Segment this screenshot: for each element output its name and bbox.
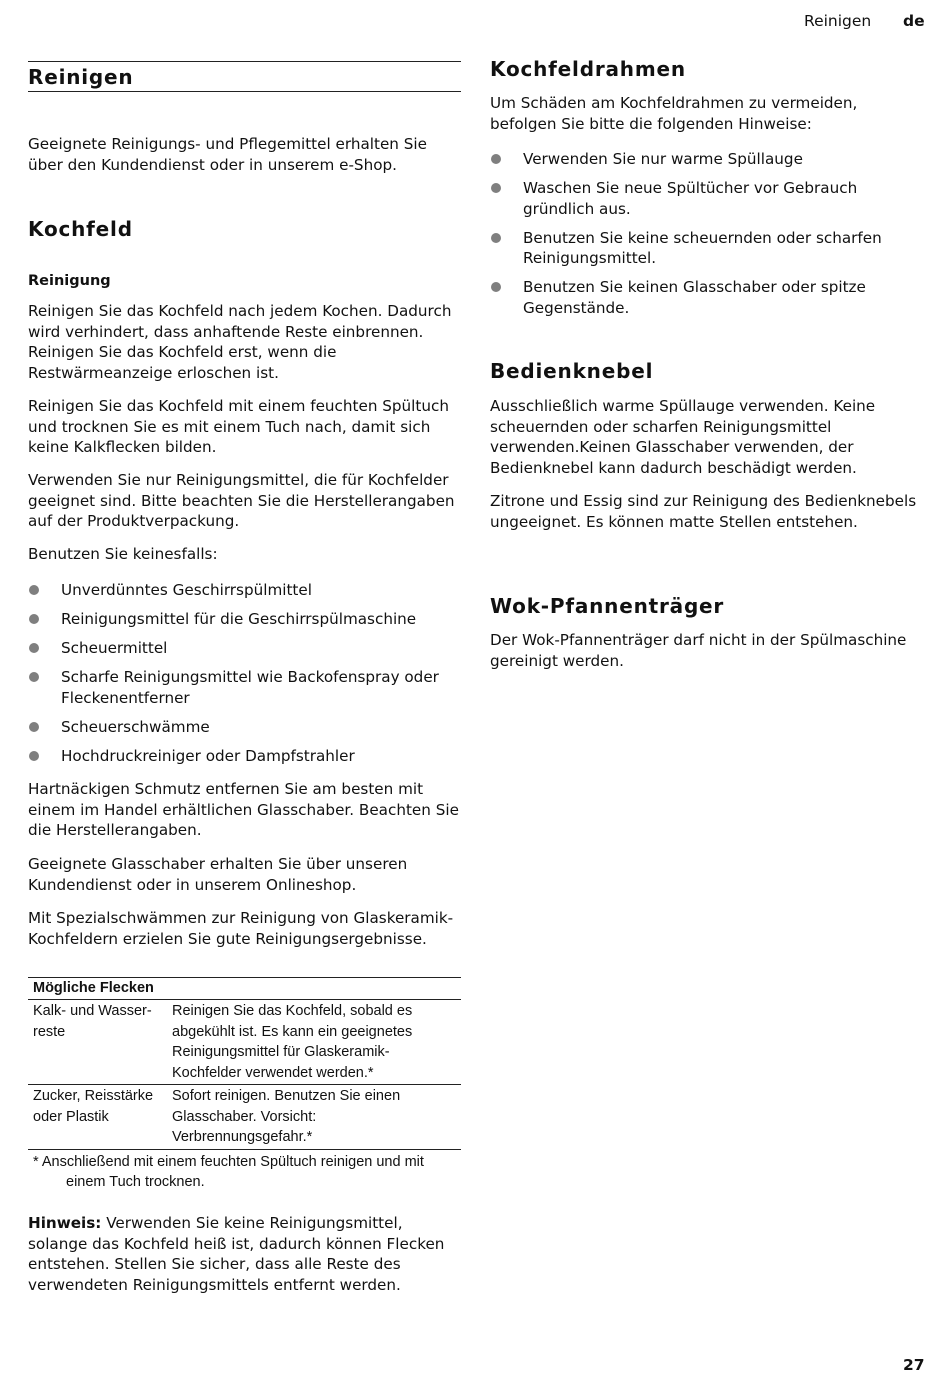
note-text: Verwenden Sie keine Reinigungsmittel, solange das Kochfeld heiß ist, dadurch können Flecken entstehen. Stellen Sie sicher, dass alle Reste des verwendeten Reinigungsmittels entfernt werden. (28, 1214, 445, 1294)
page-header-title: Reinigen (804, 12, 872, 30)
list-item: Scheuerschwämme (28, 717, 463, 738)
table-row (28, 1085, 461, 1150)
note-label: Hinweis: (28, 1214, 102, 1232)
list-item: Scheuermittel (28, 638, 463, 659)
section-title-kochfeld: Kochfeld (28, 217, 133, 241)
wok-paragraph-1: Der Wok-Pfannenträger darf nicht in der Spülmaschine gereinigt werden. (490, 631, 907, 670)
kochfeld-forbidden-list (28, 580, 463, 775)
list-item: Benutzen Sie keine scheuernden oder scharfen Reinigungsmittel. (490, 228, 925, 269)
subsection-title-reinigung: Reinigung (28, 273, 111, 289)
table-header: Mögliche Flecken (28, 977, 461, 1000)
bullet-icon (29, 722, 39, 732)
table-cell-action: Reinigen Sie das Kochfeld, sobald es abgekühlt ist. Es kann ein geeignetes Reinigungsmittel für Glaskeramik-Kochfelder verwendet werden.* (172, 1003, 413, 1081)
list-item: Verwenden Sie nur warme Spüllauge (490, 149, 925, 170)
bullet-icon (491, 233, 501, 243)
bullet-icon (29, 751, 39, 761)
list-item: Benutzen Sie keinen Glasschaber oder spitze Gegenstände. (490, 277, 925, 318)
kochfeld-paragraph-4: Benutzen Sie keinesfalls: (28, 545, 218, 563)
page-header-language: de (903, 12, 925, 30)
kochfeldrahmen-list (490, 149, 925, 327)
note-paragraph (28, 1213, 463, 1295)
list-item: Hochdruckreiniger oder Dampfstrahler (28, 746, 463, 767)
table-footnote-line-1: * Anschließend mit einem feuchten Spültuch reinigen und mit (33, 1153, 424, 1170)
bullet-icon (491, 154, 501, 164)
kochfeldrahmen-intro: Um Schäden am Kochfeldrahmen zu vermeiden, befolgen Sie bitte die folgenden Hinweise: (490, 94, 858, 133)
section-title-bedienknebel: Bedienknebel (490, 359, 654, 383)
kochfeld-paragraph-2: Reinigen Sie das Kochfeld mit einem feuchten Spültuch und trocknen Sie es mit einem Tuch nach, damit sich keine Kalkflecken bilden. (28, 397, 449, 457)
bullet-icon (491, 282, 501, 292)
kochfeld-paragraph-5: Hartnäckigen Schmutz entfernen Sie am besten mit einem im Handel erhältlichen Glasschaber. Beachten Sie die Herstellerangaben. (28, 780, 459, 840)
table-footnote-line-2: einem Tuch trocknen. (66, 1174, 205, 1190)
kochfeld-paragraph-7: Mit Spezialschwämmen zur Reinigung von Glaskeramik-Kochfeldern erzielen Sie gute Reinigungsergebnisse. (28, 909, 454, 948)
bullet-icon (29, 614, 39, 624)
bullet-icon (491, 183, 501, 193)
table-cell-stain: Kalk- und Wasser-reste (33, 1003, 152, 1040)
bullet-icon (29, 672, 39, 682)
bullet-icon (29, 585, 39, 595)
table-cell-stain: Zucker, Reisstärke oder Plastik (33, 1088, 154, 1125)
bedienknebel-paragraph-2: Zitrone und Essig sind zur Reinigung des Bedienknebels ungeeignet. Es können matte Stellen entstehen. (490, 492, 917, 531)
page-number: 27 (903, 1356, 925, 1374)
table-row (28, 1000, 461, 1085)
kochfeld-paragraph-6: Geeignete Glasschaber erhalten Sie über unseren Kundendienst oder in unserem Onlineshop. (28, 855, 408, 894)
bullet-icon (29, 643, 39, 653)
table-cell-action: Sofort reinigen. Benutzen Sie einen Glasschaber. Vorsicht: Verbrennungsgefahr.* (172, 1088, 401, 1145)
section-title-kochfeldrahmen: Kochfeldrahmen (490, 57, 686, 81)
kochfeld-paragraph-3: Verwenden Sie nur Reinigungsmittel, die für Kochfelder geeignet sind. Bitte beachten Sie die Herstellerangaben auf der Produktverpackung. (28, 471, 455, 531)
list-item: Waschen Sie neue Spültücher vor Gebrauch gründlich aus. (490, 178, 925, 219)
stains-table (28, 977, 461, 1193)
kochfeld-paragraph-1: Reinigen Sie das Kochfeld nach jedem Kochen. Dadurch wird verhindert, dass anhaftende Reste einbrennen. Reinigen Sie das Kochfeld erst, wenn die Restwärmeanzeige erloschen ist. (28, 302, 452, 382)
section-title-reinigen: Reinigen (28, 61, 461, 92)
bedienknebel-paragraph-1: Ausschließlich warme Spüllauge verwenden. Keine scheuernden oder scharfen Reinigungsmittel verwenden.Keinen Glasschaber verwenden, der Bedienknebel kann dadurch beschädigt werden. (490, 397, 876, 477)
intro-paragraph: Geeignete Reinigungs- und Pflegemittel erhalten Sie über den Kundendienst oder in unserem e-Shop. (28, 135, 427, 174)
table-footnote (28, 1150, 461, 1193)
list-item: Unverdünntes Geschirrspülmittel (28, 580, 463, 601)
list-item: Reinigungsmittel für die Geschirrspülmaschine (28, 609, 463, 630)
section-title-wok: Wok-Pfannenträger (490, 594, 725, 618)
list-item: Scharfe Reinigungsmittel wie Backofenspray oder Fleckenentferner (28, 667, 463, 708)
